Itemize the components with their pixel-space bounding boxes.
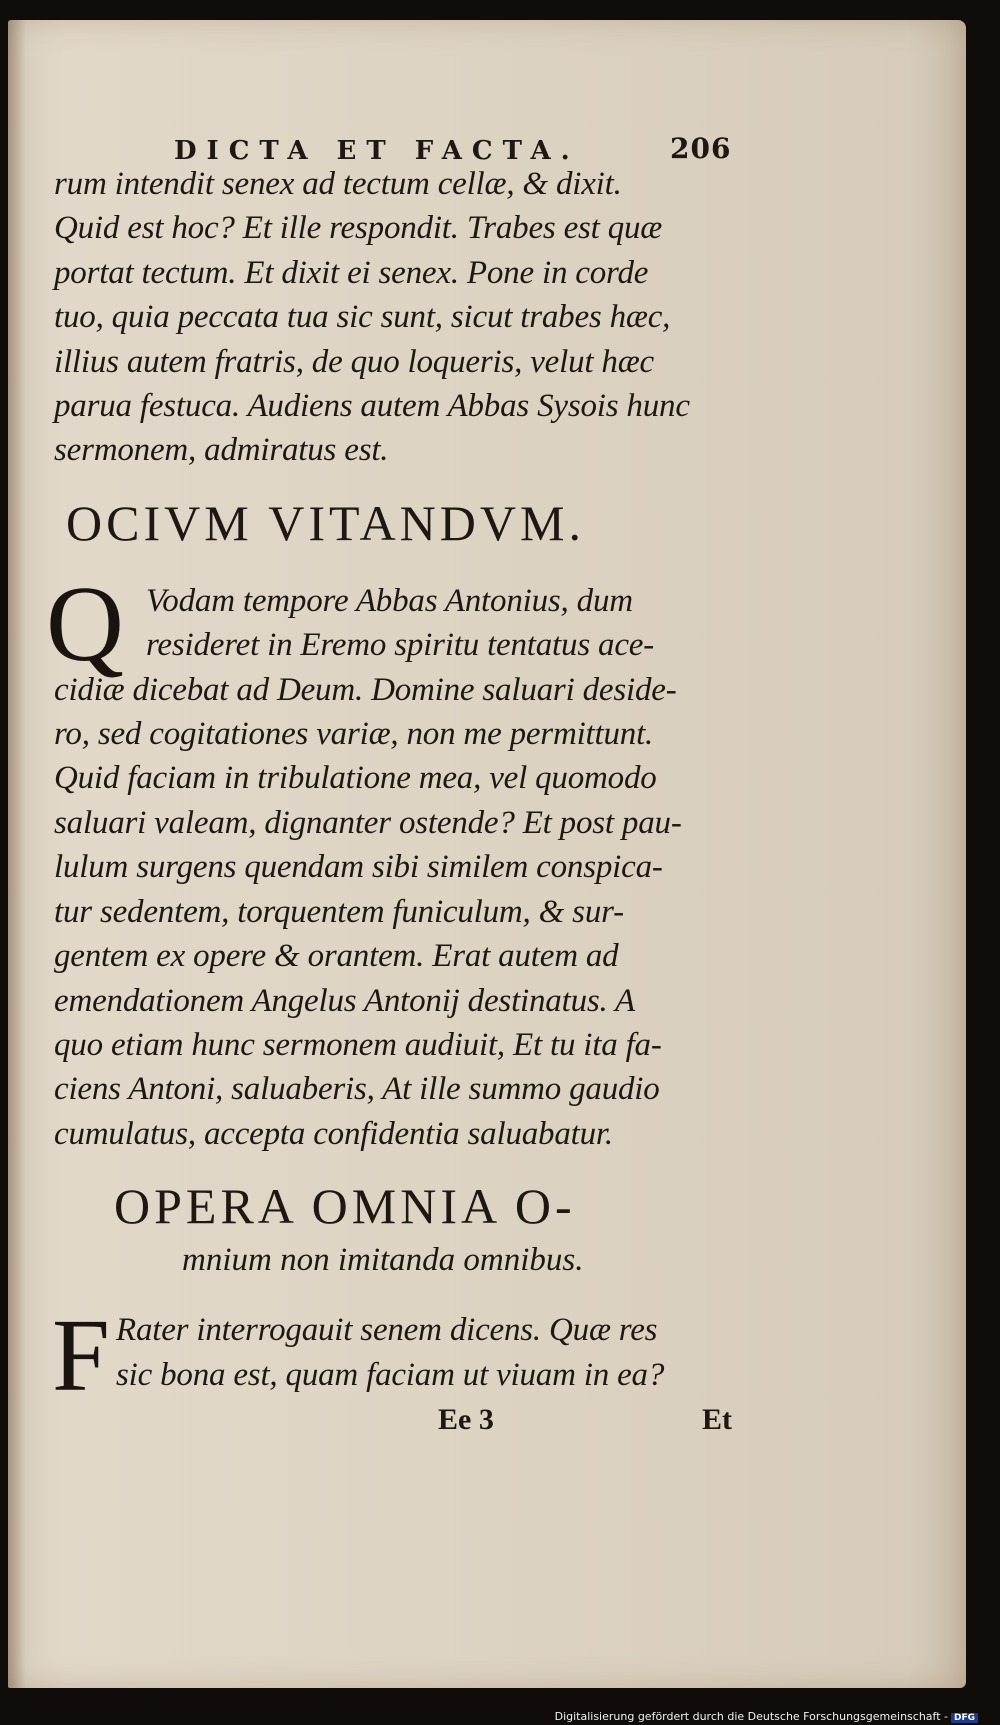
text-line: parua festuca. Audiens autem Abbas Sysois hunc	[54, 388, 690, 425]
drop-cap-f: F	[52, 1298, 110, 1414]
text-line: saluari valeam, dignanter ostende? Et post pau-	[54, 804, 682, 841]
section-top	[54, 162, 744, 473]
running-head	[54, 118, 744, 166]
text-line: tuo, quia peccata tua sic sunt, sicut trabes hæc,	[54, 299, 671, 336]
text-line: Quid est hoc? Et ille respondit. Trabes est quæ	[54, 210, 663, 247]
text-line: gentem ex opere & orantem. Erat autem ad	[54, 938, 619, 975]
dfg-logo: DFG	[951, 1713, 978, 1723]
text-line: emendationem Angelus Antonij destinatus. A	[54, 982, 635, 1019]
page-number: 206	[670, 132, 732, 165]
text-line: portat tectum. Et dixit ei senex. Pone in corde	[54, 254, 649, 291]
drop-cap-q: Q	[46, 564, 124, 684]
book-page	[8, 20, 966, 1688]
text-line: rum intendit senex ad tectum cellæ, & dixit.	[54, 166, 622, 202]
text-line: Rater interrogauit senem dicens. Quæ res	[116, 1312, 658, 1349]
paragraph-ocium	[46, 564, 744, 1156]
text-line: lulum surgens quendam sibi similem conspica-	[54, 849, 663, 886]
running-head-title: DICTA ET FACTA.	[174, 136, 580, 166]
digitization-credit	[555, 1710, 978, 1723]
signature-mark: Ee 3	[438, 1402, 494, 1436]
paragraph-opera	[52, 1298, 744, 1414]
section-subheading-opera: mnium non imitanda omnibus.	[182, 1242, 584, 1279]
catchword: Et	[702, 1402, 732, 1436]
text-line: ciens Antoni, saluaberis, At ille summo gaudio	[54, 1071, 660, 1108]
text-line: sic bona est, quam faciam ut viuam in ea?	[116, 1356, 665, 1393]
section-heading-ocium: OCIVM VITANDVM.	[66, 494, 585, 551]
text-block	[46, 118, 744, 1443]
page-footer	[54, 1403, 744, 1443]
text-line: quo etiam hunc sermonem audiuit, Et tu ita fa-	[54, 1026, 662, 1063]
text-line: cidiæ dicebat ad Deum. Domine saluari deside-	[54, 671, 677, 708]
text-line: resideret in Eremo spiritu tentatus ace-	[146, 627, 654, 664]
text-line: illius autem fratris, de quo loqueris, velut hæc	[54, 343, 654, 380]
text-line: Quid faciam in tribulatione mea, vel quomodo	[54, 760, 657, 797]
text-line: cumulatus, accepta confidentia saluabatur.	[54, 1115, 613, 1152]
text-line: ro, sed cogitationes variæ, non me permittunt.	[54, 716, 654, 753]
text-line: sermonem, admiratus est.	[54, 432, 389, 469]
section-heading-opera: OPERA OMNIA O-	[114, 1178, 576, 1235]
text-line: Vodam tempore Abbas Antonius, dum	[146, 582, 633, 619]
credit-text: Digitalisierung gefördert durch die Deutsche Forschungsgemeinschaft -	[554, 1710, 948, 1723]
text-line: tur sedentem, torquentem funiculum, & sur-	[54, 893, 624, 930]
